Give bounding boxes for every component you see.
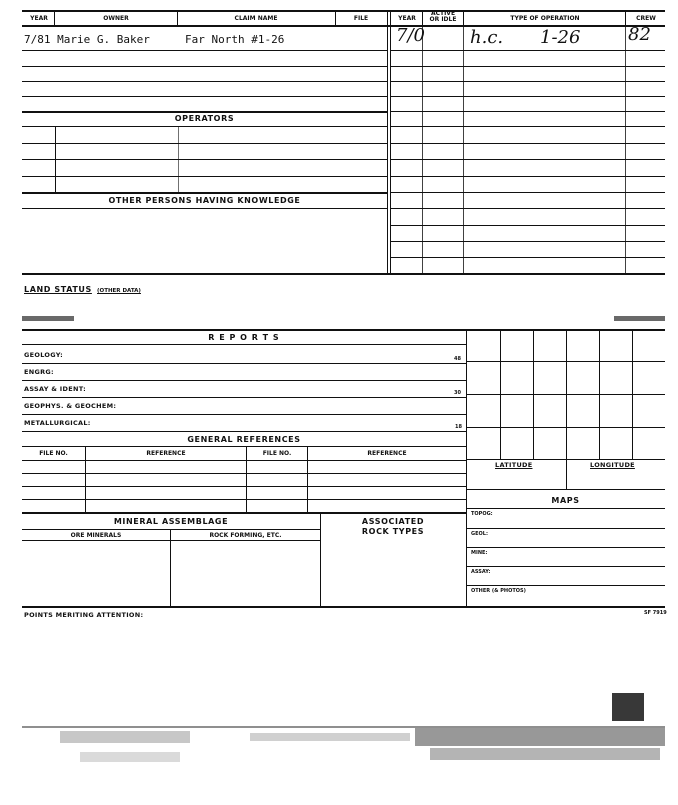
ref-col-reference: REFERENCE bbox=[146, 450, 186, 457]
report-row-rule bbox=[22, 380, 466, 381]
scan-noise-band bbox=[415, 728, 665, 746]
right-divider bbox=[625, 25, 626, 274]
form-id: SF 7919 bbox=[644, 610, 667, 616]
header-divider bbox=[463, 10, 464, 25]
ref-col-reference-2: REFERENCE bbox=[367, 450, 407, 457]
operators-row-rule bbox=[22, 159, 387, 160]
operators-row-rule bbox=[22, 143, 387, 144]
margin-number-48: 48 bbox=[454, 356, 461, 362]
right-row-rule bbox=[390, 81, 665, 82]
right-row-rule bbox=[390, 111, 665, 112]
right-row-rule bbox=[390, 257, 665, 258]
land-status-label: LAND STATUS (OTHER DATA) bbox=[24, 285, 141, 294]
ref-col-file-no-2: FILE NO. bbox=[262, 450, 292, 457]
coords-bottom bbox=[466, 489, 665, 490]
grid-line bbox=[466, 394, 665, 395]
report-engrg: ENGRG: bbox=[24, 368, 54, 376]
scan-noise-band bbox=[430, 748, 660, 760]
margin-number-18: 18 bbox=[455, 424, 462, 430]
longitude-label: LONGITUDE bbox=[590, 461, 635, 469]
operators-row-rule bbox=[22, 176, 387, 177]
map-row-rule bbox=[466, 566, 665, 567]
col-header-owner: OWNER bbox=[103, 15, 129, 22]
scan-smudge bbox=[614, 316, 665, 321]
scan-black-mark bbox=[612, 693, 644, 721]
report-row-rule bbox=[22, 414, 466, 415]
grid-line bbox=[466, 361, 665, 362]
general-references-heading: GENERAL REFERENCES bbox=[187, 435, 301, 444]
header-divider bbox=[177, 10, 178, 25]
ref-divider bbox=[246, 446, 247, 513]
owner-block-end bbox=[22, 111, 387, 113]
report-row-rule bbox=[22, 397, 466, 398]
report-row-rule bbox=[22, 431, 466, 432]
other-persons-heading-rule bbox=[22, 208, 387, 209]
grid-line bbox=[466, 427, 665, 428]
ref-block-end bbox=[22, 512, 466, 514]
operators-block-end bbox=[22, 192, 387, 194]
ref-row-rule bbox=[22, 499, 466, 500]
main-divider bbox=[387, 10, 388, 274]
right-row-rule bbox=[390, 241, 665, 242]
upper-form-bottom bbox=[22, 273, 665, 275]
col-header-year: YEAR bbox=[30, 15, 48, 22]
mineral-assemblage-heading: MINERAL ASSEMBLAGE bbox=[113, 517, 229, 526]
report-geology: GEOLOGY: bbox=[24, 351, 64, 359]
owner-row-rule bbox=[22, 50, 387, 51]
right-row-rule bbox=[390, 143, 665, 144]
map-row-rule bbox=[466, 528, 665, 529]
claim-name-entry: Far North #1-26 bbox=[185, 33, 285, 46]
reports-heading-rule bbox=[22, 344, 466, 345]
operators-heading-rule bbox=[22, 126, 387, 127]
ref-row-rule bbox=[22, 460, 466, 461]
handwritten-year: 7/0 bbox=[396, 25, 425, 46]
col-header-year-right: YEAR bbox=[398, 15, 416, 22]
coord-divider bbox=[566, 459, 567, 489]
map-other-photos: OTHER (& PHOTOS) bbox=[471, 588, 526, 594]
general-references-rule bbox=[22, 446, 466, 447]
ref-row-rule bbox=[22, 486, 466, 487]
header-divider bbox=[54, 10, 55, 25]
report-metallurgical: METALLURGICAL: bbox=[24, 419, 91, 427]
header-divider bbox=[422, 10, 423, 25]
right-divider bbox=[422, 25, 423, 274]
header-divider bbox=[625, 10, 626, 25]
top-border bbox=[22, 10, 665, 12]
ore-minerals-col: ORE MINERALS bbox=[70, 532, 122, 539]
margin-number-30: 30 bbox=[454, 390, 461, 396]
operators-heading: OPERATORS bbox=[174, 114, 235, 123]
maps-heading-rule bbox=[466, 508, 665, 509]
mineral-heading-rule bbox=[22, 529, 320, 530]
header-divider bbox=[335, 10, 336, 25]
associated-rock-types-heading: ASSOCIATED ROCK TYPES bbox=[361, 517, 425, 536]
col-header-file: FILE bbox=[353, 15, 369, 22]
handwritten-type-number: 1-26 bbox=[540, 27, 581, 48]
map-assay: ASSAY: bbox=[471, 569, 491, 575]
latitude-label: LATITUDE bbox=[495, 461, 533, 469]
right-row-rule bbox=[390, 96, 665, 97]
map-topog: TOPOG: bbox=[471, 511, 493, 517]
map-mine: MINE: bbox=[471, 550, 488, 556]
right-row-rule bbox=[390, 208, 665, 209]
owner-row-rule bbox=[22, 81, 387, 82]
points-meriting-attention-label: POINTS MERITING ATTENTION: bbox=[24, 611, 144, 619]
col-header-crew: CREW bbox=[636, 15, 656, 22]
right-row-rule bbox=[390, 66, 665, 67]
scan-noise-band bbox=[80, 752, 180, 762]
scan-noise-band bbox=[60, 731, 190, 743]
right-row-rule bbox=[390, 159, 665, 160]
col-header-type-of-operation: TYPE OF OPERATION bbox=[510, 15, 580, 22]
rock-forming-col: ROCK FORMING, ETC. bbox=[209, 532, 282, 539]
maps-heading: MAPS bbox=[551, 496, 580, 505]
right-divider bbox=[463, 25, 464, 274]
ref-col-file-no: FILE NO. bbox=[39, 450, 68, 457]
right-row-rule bbox=[390, 192, 665, 193]
col-header-active-idle: ACTIVE OR IDLE bbox=[429, 10, 457, 23]
owner-row-rule bbox=[22, 96, 387, 97]
right-row-rule bbox=[390, 176, 665, 177]
map-row-rule bbox=[466, 547, 665, 548]
col-header-claim-name: CLAIM NAME bbox=[234, 15, 278, 22]
right-row-rule bbox=[390, 50, 665, 51]
map-geol: GEOL: bbox=[471, 531, 488, 537]
ref-row-rule bbox=[22, 473, 466, 474]
owner-row-rule bbox=[22, 66, 387, 67]
right-row-rule bbox=[390, 126, 665, 127]
mineral-col-rule bbox=[22, 540, 320, 541]
report-geophys-geochem: GEOPHYS. & GEOCHEM: bbox=[24, 402, 117, 410]
map-row-rule bbox=[466, 585, 665, 586]
lower-form-top bbox=[22, 329, 665, 331]
ref-divider bbox=[85, 446, 86, 513]
handwritten-type: h.c. bbox=[470, 27, 504, 48]
mineral-divider bbox=[320, 512, 321, 607]
report-assay-ident: ASSAY & IDENT: bbox=[24, 385, 86, 393]
ref-divider bbox=[307, 446, 308, 513]
lower-form-bottom bbox=[22, 606, 665, 608]
scan-smudge bbox=[22, 316, 74, 321]
reports-heading: R E P O R T S bbox=[208, 333, 280, 342]
other-persons-heading: OTHER PERSONS HAVING KNOWLEDGE bbox=[108, 196, 301, 205]
mineral-col-divider bbox=[170, 529, 171, 607]
right-row-rule bbox=[390, 225, 665, 226]
handwritten-crew: 82 bbox=[628, 24, 651, 45]
report-row-rule bbox=[22, 363, 466, 364]
scan-noise-band bbox=[250, 733, 410, 741]
owner-entry: 7/81 Marie G. Baker bbox=[24, 33, 150, 46]
